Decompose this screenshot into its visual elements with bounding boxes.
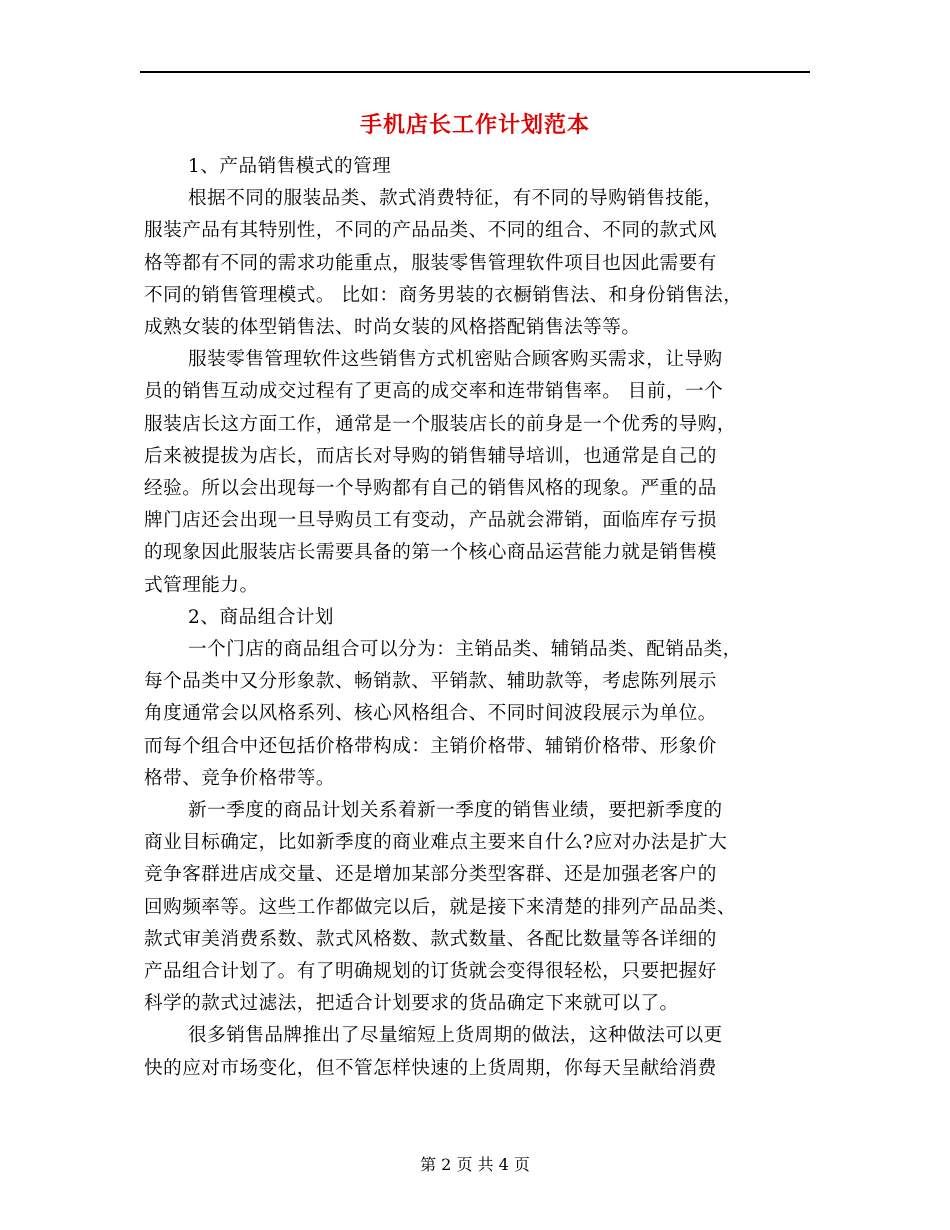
paragraph-line: 款式审美消费系数、款式风格数、款式数量、各配比数量等各详细的 bbox=[144, 928, 717, 950]
paragraph-line: 格等都有不同的需求功能重点，服装零售管理软件项目也因此需要有 bbox=[144, 252, 717, 274]
paragraph-line: 牌门店还会出现一旦导购员工有变动，产品就会滞销，面临库存亏损 bbox=[144, 510, 717, 532]
paragraph-line: 成熟女装的体型销售法、时尚女装的风格搭配销售法等等。 bbox=[144, 317, 641, 339]
paragraph-line: 产品组合计划了。有了明确规划的订货就会变得很轻松，只要把握好 bbox=[144, 961, 717, 983]
paragraph-line: 一个门店的商品组合可以分为：主销品类、辅销品类、配销品类， bbox=[188, 639, 742, 661]
paragraph-line: 商业目标确定，比如新季度的商业难点主要来自什么?应对办法是扩大 bbox=[144, 832, 728, 854]
paragraph-line: 新一季度的商品计划关系着新一季度的销售业绩，要把新季度的 bbox=[188, 800, 723, 822]
paragraph-line: 竞争客群进店成交量、还是增加某部分类型客群、还是加强老客户的 bbox=[144, 864, 717, 886]
paragraph-line: 后来被提拔为店长，而店长对导购的销售辅导培训，也通常是自己的 bbox=[144, 445, 717, 467]
paragraph-line: 经验。所以会出现每一个导购都有自己的销售风格的现象。严重的品 bbox=[144, 478, 717, 500]
document-title: 手机店长工作计划范本 bbox=[359, 112, 590, 138]
paragraph-line: 不同的销售管理模式。 比如：商务男装的衣橱销售法、和身份销售法， bbox=[144, 284, 743, 306]
paragraph-line: 的现象因此服装店长需要具备的第一个核心商品运营能力就是销售模 bbox=[144, 542, 717, 564]
paragraph-line: 服装店长这方面工作，通常是一个服装店长的前身是一个优秀的导购， bbox=[144, 413, 736, 435]
paragraph-line: 科学的款式过滤法，把适合计划要求的货品确定下来就可以了。 bbox=[144, 993, 679, 1015]
document-body bbox=[144, 151, 810, 1085]
paragraph-line: 快的应对市场变化，但不管怎样快速的上货周期，你每天呈献给消费 bbox=[144, 1057, 717, 1079]
section-heading: 2、商品组合计划 bbox=[188, 606, 334, 628]
paragraph-line: 格带、竞争价格带等。 bbox=[144, 767, 335, 789]
paragraph-line: 角度通常会以风格系列、核心风格组合、不同时间波段展示为单位。 bbox=[144, 703, 717, 725]
paragraph-line: 每个品类中又分形象款、畅销款、平销款、辅助款等，考虑陈列展示 bbox=[144, 671, 717, 693]
page-number: 第 2 页 共 4 页 bbox=[420, 1155, 530, 1174]
paragraph-line: 很多销售品牌推出了尽量缩短上货周期的做法，这种做法可以更 bbox=[188, 1025, 723, 1047]
paragraph-line: 员的销售互动成交过程有了更高的成交率和连带销售率。 目前，一个 bbox=[144, 381, 724, 403]
paragraph-line: 服装零售管理软件这些销售方式机密贴合顾客购买需求，让导购 bbox=[188, 349, 723, 371]
paragraph-line: 服装产品有其特别性，不同的产品品类、不同的组合、不同的款式风 bbox=[144, 220, 717, 242]
paragraph-line: 式管理能力。 bbox=[144, 574, 259, 596]
paragraph-line: 而每个组合中还包括价格带构成：主销价格带、辅销价格带、形象价 bbox=[144, 735, 717, 757]
header-rule bbox=[140, 71, 810, 73]
section-heading: 1、产品销售模式的管理 bbox=[188, 156, 392, 177]
paragraph-line: 根据不同的服装品类、款式消费特征，有不同的导购销售技能， bbox=[188, 188, 723, 210]
paragraph-line: 回购频率等。这些工作都做完以后，就是接下来清楚的排列产品品类、 bbox=[144, 896, 736, 918]
